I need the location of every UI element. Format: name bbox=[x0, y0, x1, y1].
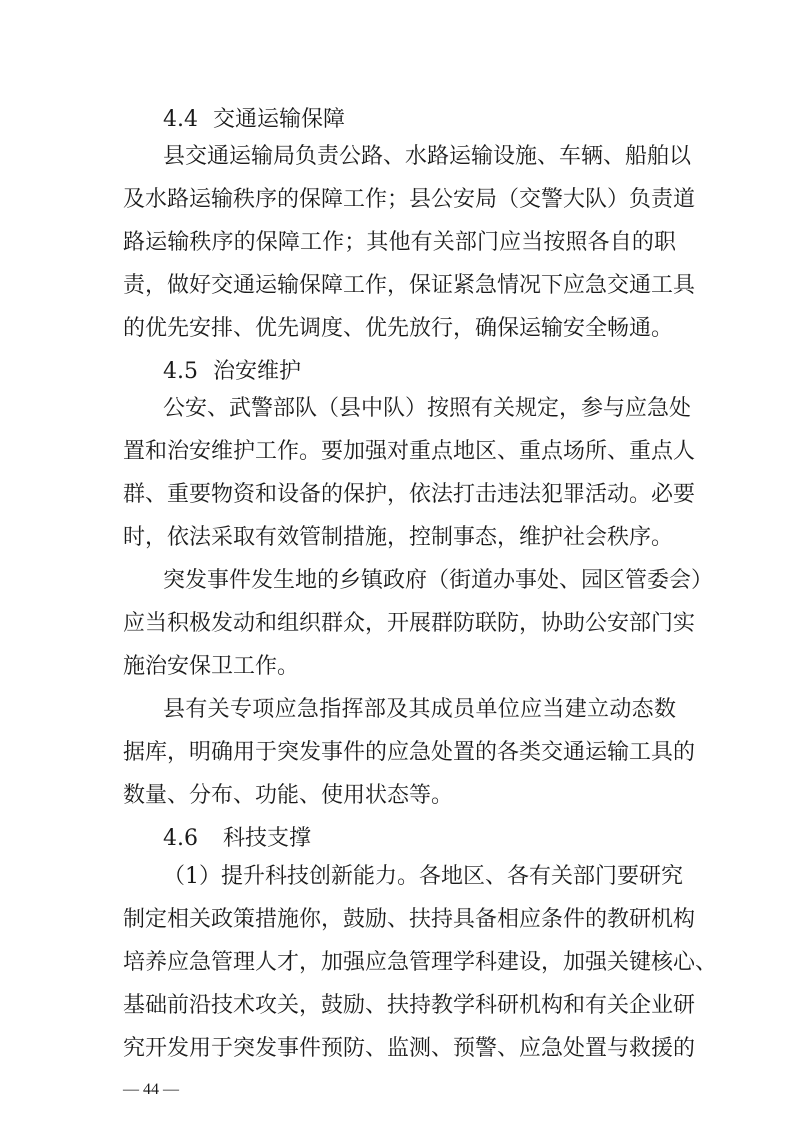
paragraph-line: 突发事件发生地的乡镇政府（街道办事处、园区管委会） bbox=[163, 568, 714, 593]
paragraph-line: 究开发用于突发事件预防、监测、预警、应急处置与救援的 bbox=[123, 1036, 696, 1061]
paragraph-line: 路运输秩序的保障工作；其他有关部门应当按照各自的职 bbox=[123, 230, 676, 255]
section-title: 交通运输保障 bbox=[213, 107, 346, 132]
section-number: 4.6 bbox=[163, 826, 198, 851]
paragraph-line: 置和治安维护工作。要加强对重点地区、重点场所、重点人 bbox=[123, 439, 696, 464]
paragraph-line: 群、重要物资和设备的保护，依法打击违法犯罪活动。必要 bbox=[123, 482, 696, 507]
paragraph-line: 施治安保卫工作。 bbox=[123, 654, 300, 679]
section-number: 4.4 bbox=[163, 107, 198, 132]
paragraph-line: 公安、武警部队（县中队）按照有关规定，参与应急处 bbox=[163, 396, 692, 421]
section-heading-4-4 bbox=[163, 100, 345, 140]
paragraph-line: 应当积极发动和组织群众，开展群防联防，协助公安部门实 bbox=[123, 611, 696, 636]
paragraph-line: 制定相关政策措施你，鼓励、扶持具备相应条件的教研机构 bbox=[123, 907, 696, 932]
paragraph-line: 时，依法采取有效管制措施，控制事态，维护社会秩序。 bbox=[123, 525, 674, 550]
paragraph-line: 责，做好交通运输保障工作，保证紧急情况下应急交通工具 bbox=[123, 273, 696, 298]
section-heading-4-5 bbox=[163, 352, 301, 392]
section-heading-4-6 bbox=[163, 819, 311, 859]
paragraph-line: 县交通运输局负责公路、水路运输设施、车辆、船舶以 bbox=[163, 144, 692, 169]
paragraph-line: 基础前沿技术攻关，鼓励、扶持教学科研机构和有关企业研 bbox=[123, 993, 696, 1018]
paragraph-line: （1）提升科技创新能力。各地区、各有关部门要研究 bbox=[163, 864, 683, 889]
paragraph-line: 培养应急管理人才，加强应急管理学科建设，加强关键核心、 bbox=[123, 950, 718, 975]
section-number: 4.5 bbox=[163, 359, 198, 384]
paragraph-line: 及水路运输秩序的保障工作；县公安局（交警大队）负责道 bbox=[123, 187, 696, 212]
page-number: — 44 — bbox=[123, 1081, 179, 1098]
paragraph-line: 的优先安排、优先调度、优先放行，确保运输安全畅通。 bbox=[123, 316, 674, 341]
section-title: 治安维护 bbox=[213, 359, 302, 384]
paragraph-line: 县有关专项应急指挥部及其成员单位应当建立动态数 bbox=[163, 697, 676, 722]
section-title: 科技支撑 bbox=[223, 826, 312, 851]
paragraph-line: 数量、分布、功能、使用状态等。 bbox=[123, 783, 454, 808]
paragraph-line: 据库，明确用于突发事件的应急处置的各类交通运输工具的 bbox=[123, 740, 696, 765]
